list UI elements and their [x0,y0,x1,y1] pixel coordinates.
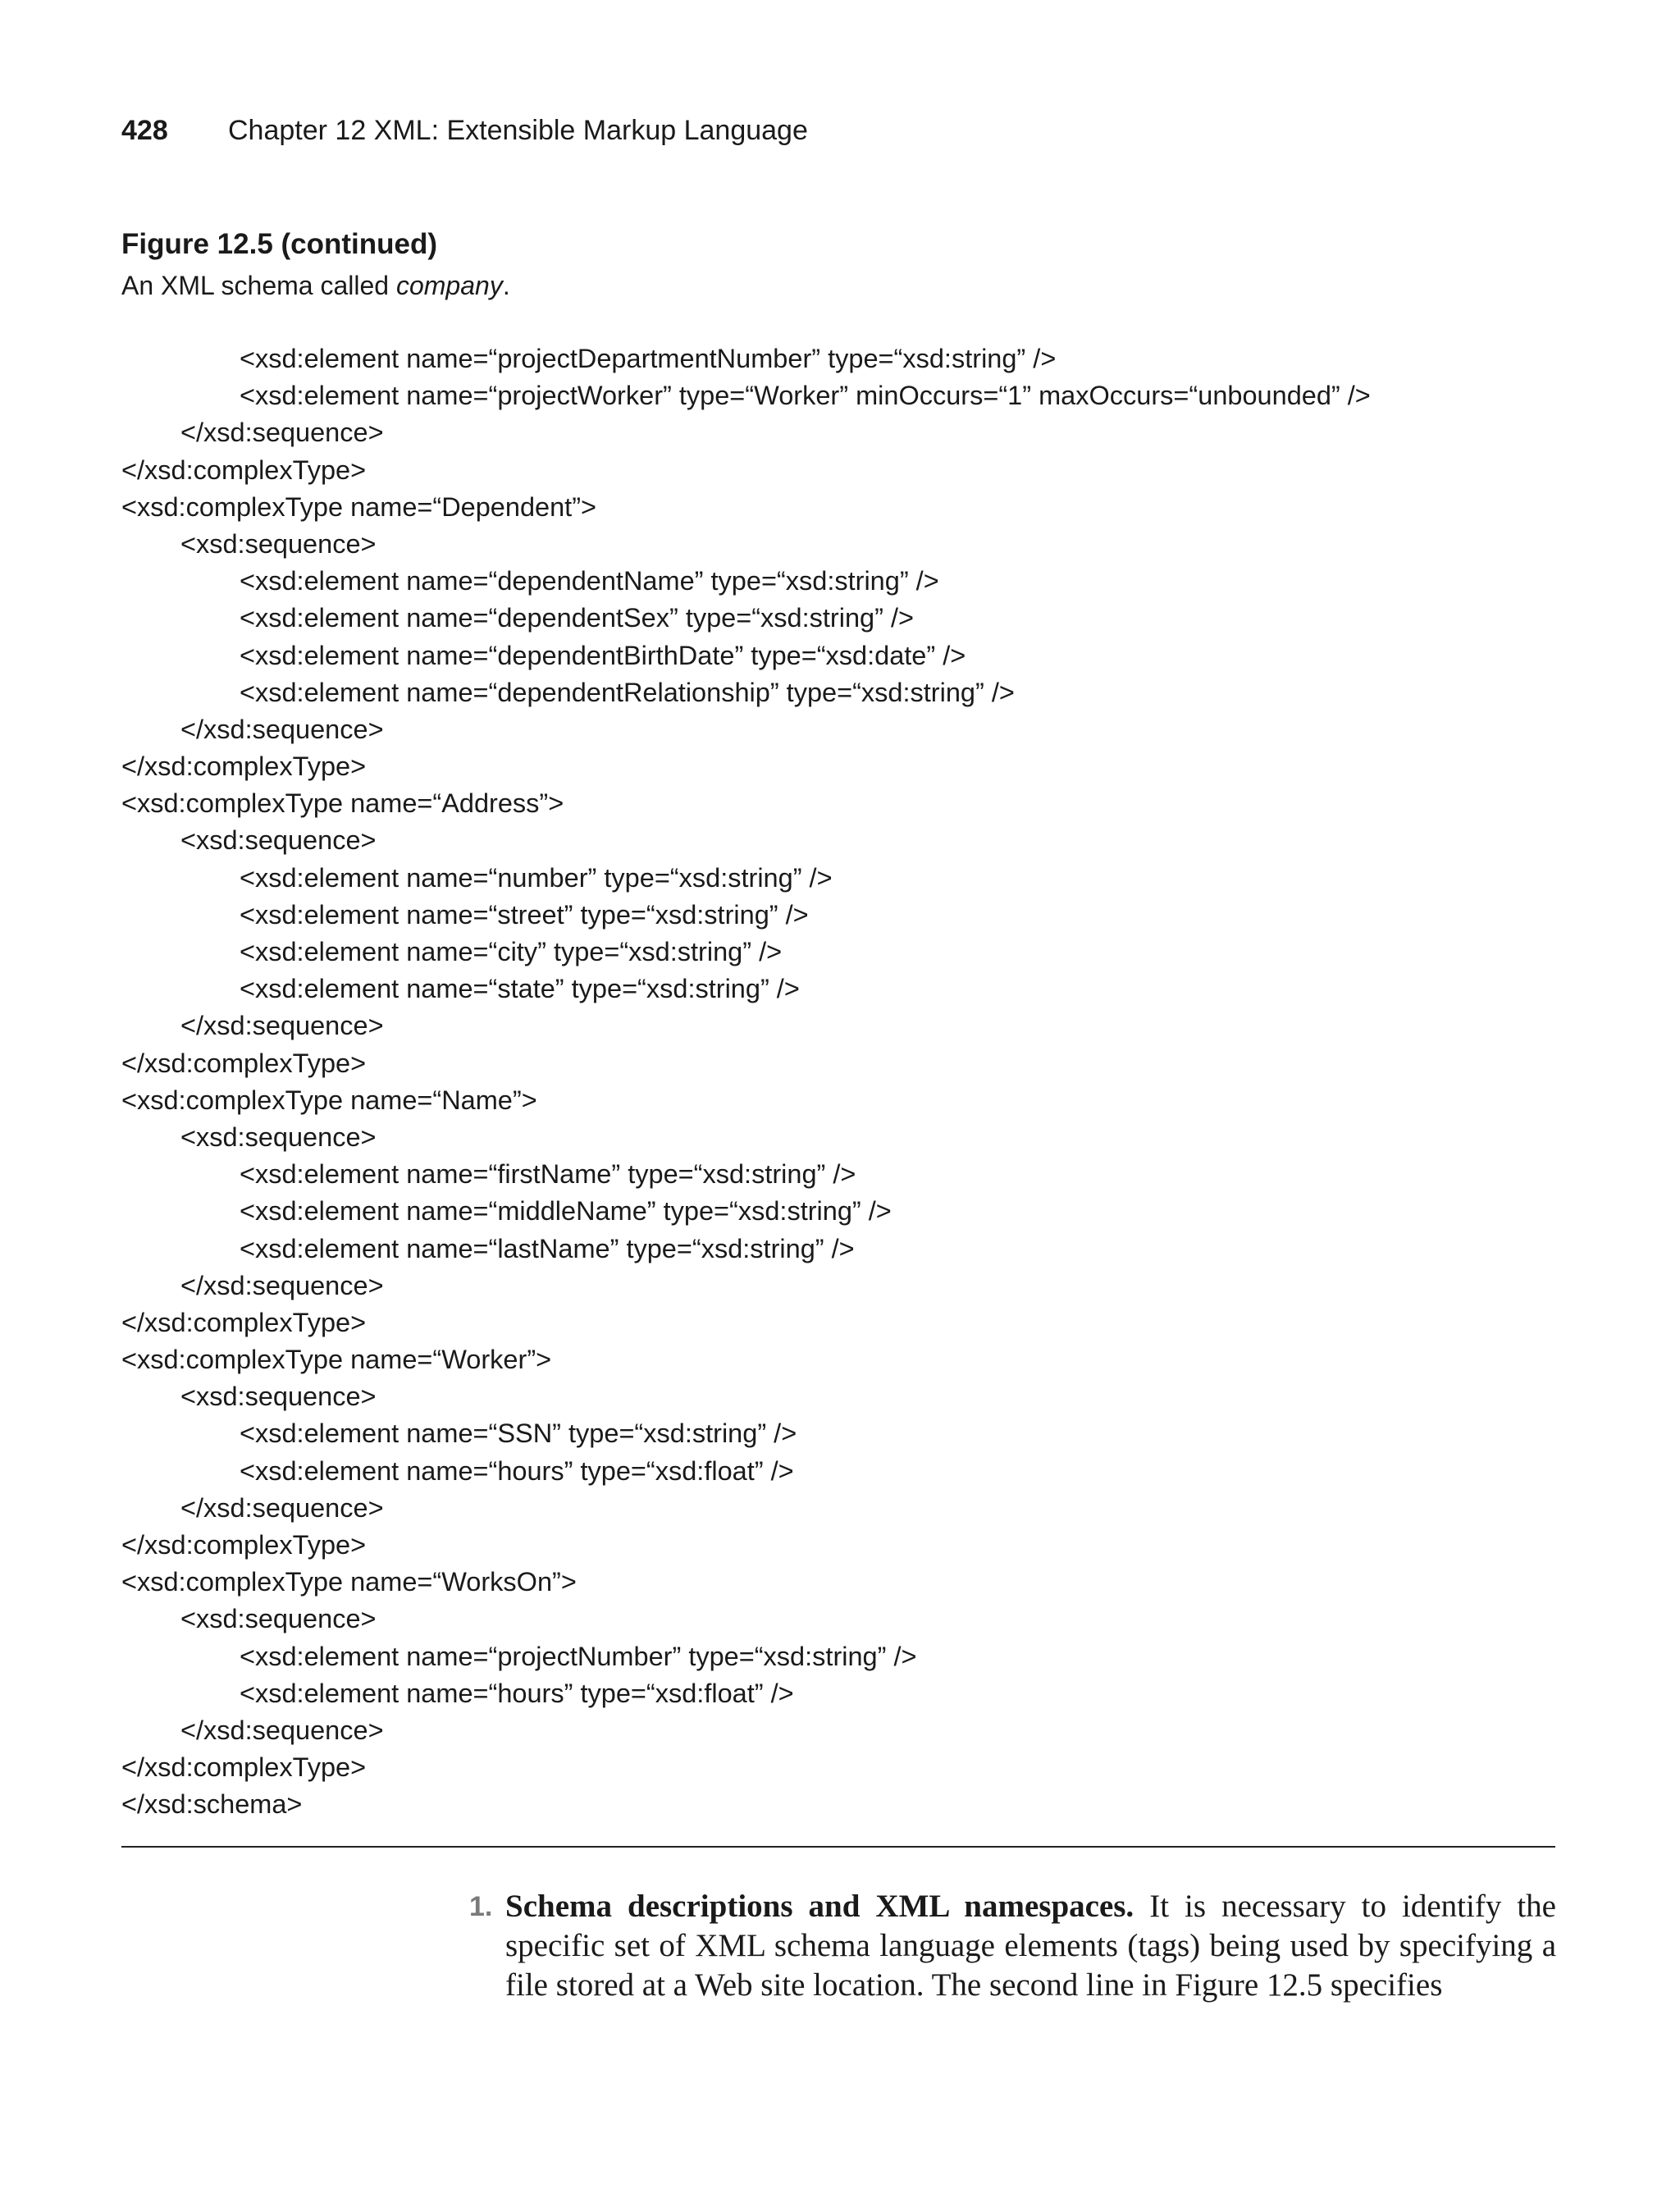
code-line: <xsd:element name=“projectDepartmentNumber” type=“xsd:string” /> [240,344,1057,373]
code-line: <xsd:sequence> [180,825,377,856]
code-line: </xsd:complexType> [121,1530,367,1560]
code-line: <xsd:sequence> [180,1604,377,1634]
figure-caption [121,271,510,301]
caption-prefix: An XML schema called [121,271,396,300]
code-line: </xsd:complexType> [121,1307,367,1337]
running-header [121,115,808,147]
code-line: </xsd:sequence> [180,1011,384,1041]
code-line: </xsd:sequence> [180,418,384,448]
code-line: </xsd:sequence> [180,1715,384,1745]
code-line: <xsd:element name=“middleName” type=“xsd:string” /> [240,1196,892,1227]
code-line: <xsd:element name=“city” type=“xsd:string” /> [240,937,783,966]
code-line: </xsd:complexType> [121,1752,367,1783]
code-line: <xsd:element name=“projectNumber” type=“xsd:string” /> [240,1641,917,1671]
code-line: </xsd:complexType> [121,455,367,485]
code-line: </xsd:sequence> [180,714,384,744]
code-line: </xsd:sequence> [180,1492,384,1523]
code-line: <xsd:element name=“dependentSex” type=“xsd:string” /> [240,603,914,633]
code-line: </xsd:complexType> [121,1048,367,1078]
code-line: <xsd:element name=“street” type=“xsd:string” /> [240,899,809,930]
paragraph-body [505,1887,1556,2005]
code-line: <xsd:element name=“hours” type=“xsd:float” /> [240,1678,794,1708]
caption-suffix: . [502,271,510,300]
code-line: <xsd:element name=“projectWorker” type=“Worker” minOccurs=“1” maxOccurs=“unbounded” /> [240,381,1371,411]
code-line: <xsd:element name=“state” type=“xsd:string” /> [240,974,800,1004]
code-line: <xsd:element name=“dependentBirthDate” type=“xsd:date” /> [240,640,966,670]
list-number: 1. [469,1891,493,1922]
figure-title: Figure 12.5 (continued) [121,228,438,260]
page-number: 428 [121,115,168,146]
code-line: </xsd:schema> [121,1789,303,1820]
code-line: <xsd:sequence> [180,528,377,559]
code-line: <xsd:sequence> [180,1382,377,1412]
code-line: <xsd:complexType name=“Name”> [121,1085,537,1115]
code-line: <xsd:element name=“SSN” type=“xsd:string” /> [240,1419,797,1449]
code-line: <xsd:complexType name=“WorksOn”> [121,1567,577,1597]
code-line: <xsd:element name=“number” type=“xsd:string” /> [240,862,833,893]
numbered-paragraph [469,1887,1556,2005]
code-line: <xsd:element name=“dependentRelationship” type=“xsd:string” /> [240,677,1015,707]
code-line: </xsd:sequence> [180,1270,384,1300]
code-line: <xsd:complexType name=“Worker”> [121,1345,552,1375]
code-line: <xsd:sequence> [180,1122,377,1152]
section-divider [121,1846,1555,1848]
caption-italic: company [395,271,503,300]
paragraph-text: It is necessary to identify the specific set of XML schema language elements (tags) being used by specifying a file stored at a Web site location. The second line in Figure 12.5 specifies [505,1889,1556,2003]
code-line: <xsd:element name=“hours” type=“xsd:float” /> [240,1455,794,1486]
code-line: <xsd:complexType name=“Dependent”> [121,491,597,522]
xml-schema-code-listing [121,340,1371,1824]
code-line: </xsd:complexType> [121,752,367,782]
paragraph-lead: Schema descriptions and XML namespaces. [505,1889,1134,1924]
code-line: <xsd:complexType name=“Address”> [121,788,564,819]
code-line: <xsd:element name=“firstName” type=“xsd:string” /> [240,1159,856,1190]
code-line: <xsd:element name=“dependentName” type=“xsd:string” /> [240,566,939,596]
running-title: Chapter 12 XML: Extensible Markup Language [228,115,808,146]
code-line: <xsd:element name=“lastName” type=“xsd:string” /> [240,1233,855,1263]
